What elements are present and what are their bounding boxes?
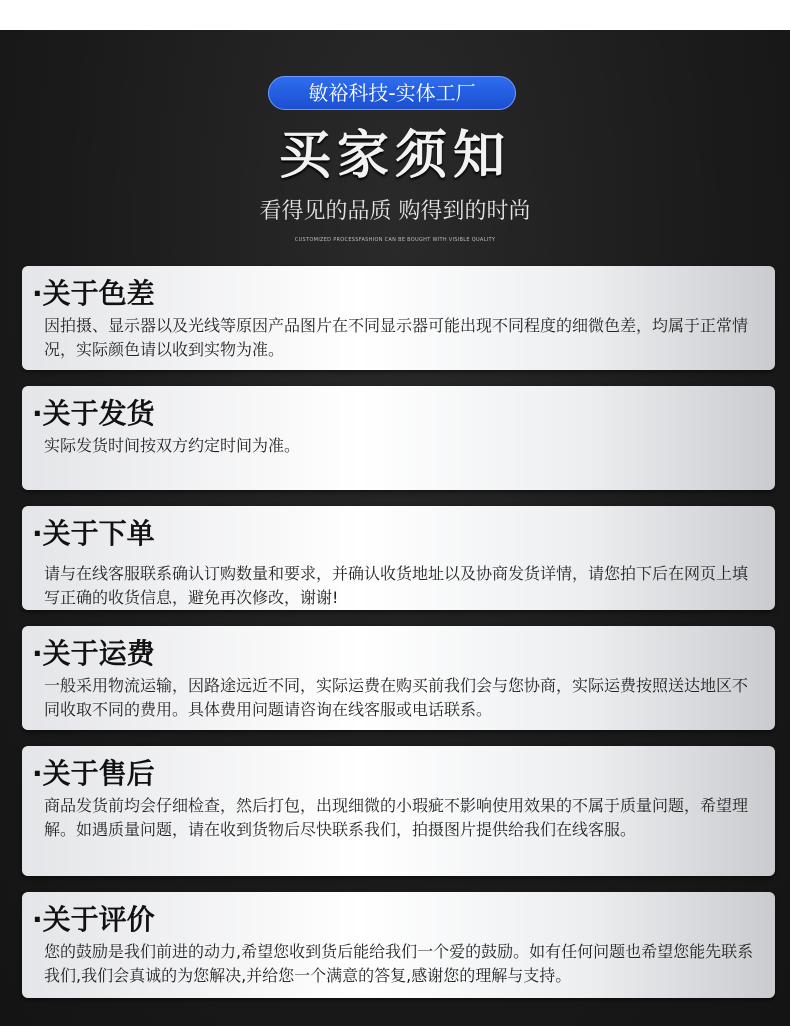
- section-freight: [22, 626, 775, 730]
- brand-badge: 敏裕科技-实体工厂: [268, 76, 516, 110]
- page-title: 买家须知: [278, 126, 511, 186]
- section-after-sales: [22, 746, 775, 876]
- page-subtitle: 看得见的品质 购得到的时尚: [259, 199, 531, 224]
- section-title: ·关于售后: [32, 757, 155, 790]
- section-ordering: [22, 506, 775, 610]
- section-body: 因拍摄、显示器以及光线等原因产品图片在不同显示器可能出现不同程度的细微色差，均属于正常情况，实际颜色请以收到实物为准。: [44, 316, 749, 359]
- section-title: ·关于发货: [32, 397, 155, 430]
- section-title: ·关于运费: [32, 637, 155, 670]
- section-body: 商品发货前均会仔细检查，然后打包，出现细微的小瑕疵不影响使用效果的不属于质量问题，希望理解。如遇质量问题，请在收到货物后尽快联系我们，拍摄图片提供给我们在线客服。: [44, 796, 749, 839]
- section-body: 一般采用物流运输，因路途远近不同，实际运费在购买前我们会与您协商，实际运费按照送达地区不同收取不同的费用。具体费用问题请咨询在线客服或电话联系。: [44, 676, 749, 719]
- section-title: ·关于色差: [32, 277, 155, 310]
- section-reviews: [22, 892, 775, 998]
- top-strip: [0, 0, 790, 30]
- section-shipping: [22, 386, 775, 490]
- page-tagline: CUSTOMIZED PROCESSFASHION CAN BE BOUGHT WITH VISIBLE QUALITY: [294, 237, 496, 243]
- section-body: 您的鼓励是我们前进的动力,希望您收到货后能给我们一个爱的鼓励。如有任何问题也希望您能先联系我们,我们会真诚的为您解决,并给您一个满意的答复,感谢您的理解与支持。: [44, 942, 754, 985]
- section-body: 请与在线客服联系确认订购数量和要求，并确认收货地址以及协商发货详情，请您拍下后在网页上填写正确的收货信息，避免再次修改，谢谢!: [44, 564, 749, 607]
- section-title: ·关于评价: [32, 903, 155, 936]
- section-body: 实际发货时间按双方约定时间为准。: [44, 436, 301, 455]
- section-title: ·关于下单: [32, 517, 155, 550]
- section-color-difference: [22, 266, 775, 370]
